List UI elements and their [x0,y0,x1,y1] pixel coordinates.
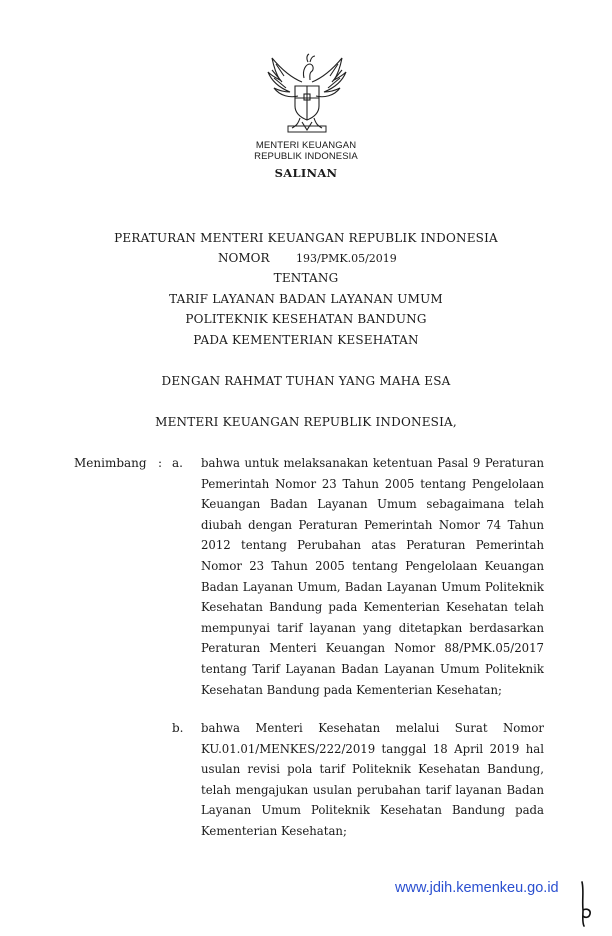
org-name-line2: REPUBLIK INDONESIA [254,151,358,162]
tentang-heading: TENTANG [273,271,339,285]
handwritten-initial-icon [576,880,596,928]
org-name-line1: MENTERI KEUANGAN [255,140,357,151]
website-link[interactable]: www.jdih.kemenkeu.go.id [395,880,559,896]
garuda-emblem-icon [262,52,352,134]
copy-stamp: SALINAN [274,166,338,180]
menimbang-label: Menimbang [74,456,147,470]
consideration-a-text: bahwa untuk melaksanakan ketentuan Pasal 9 Peraturan Pemerintah Nomor 23 Tahun 2005 tentang Pengelolaan Keuangan Badan Layanan Umum sebagaimana telah diubah dengan Peraturan Pemerintah Nomor 74 Tahun 2012 tentang Perubahan atas Peraturan Pemerintah Nomor 23 Tahun 2005 tentang Pengelolaan Keuangan Badan Layanan Umum, Badan Layanan Umum Politeknik Kesehatan Bandung pada Kementerian Kesehatan telah mempunyai tarif layanan yang ditetapkan berdasarkan Peraturan Menteri Keuangan Nomor 88/PMK.05/2017 tentang Tarif Layanan Badan Layanan Umum Politeknik Kesehatan Bandung pada Kementerian Kesehatan; [201,456,544,697]
consideration-b-text: bahwa Menteri Kesehatan melalui Surat Nomor KU.01.01/MENKES/222/2019 tanggal 18 April 2019 hal usulan revisi pola tarif Politeknik Kesehatan Bandung, telah mengajukan usulan perubahan tarif layanan Badan Layanan Umum Politeknik Kesehatan Bandung pada Kementerian Kesehatan; [201,721,544,838]
menimbang-colon: : [158,456,163,470]
consideration-b-letter: b. [172,721,184,735]
authority-statement: MENTERI KEUANGAN REPUBLIK INDONESIA, [155,415,457,429]
regulation-title: PERATURAN MENTERI KEUANGAN REPUBLIK INDONESIA [114,231,498,245]
nomor-label: NOMOR [218,251,270,265]
nomor-value: 193/PMK.05/2019 [296,252,397,265]
grace-statement: DENGAN RAHMAT TUHAN YANG MAHA ESA [161,374,451,388]
subject-line-3: PADA KEMENTERIAN KESEHATAN [193,333,419,347]
consideration-a-letter: a. [172,456,183,470]
subject-line-1: TARIF LAYANAN BADAN LAYANAN UMUM [169,292,443,306]
subject-line-2: POLITEKNIK KESEHATAN BANDUNG [185,312,427,326]
